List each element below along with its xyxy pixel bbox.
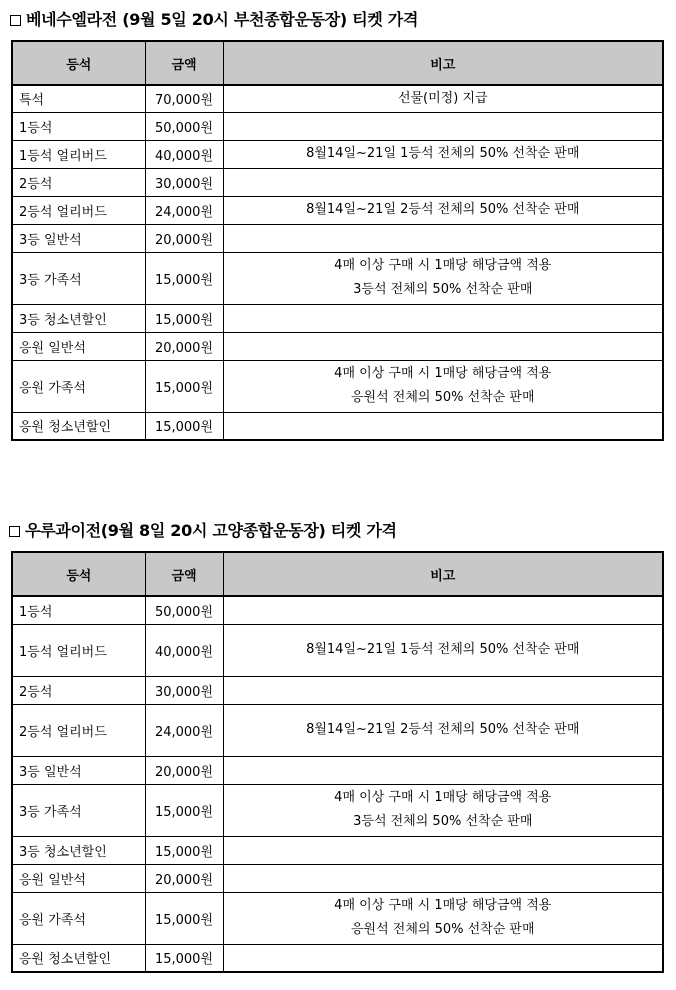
note-cell [223, 944, 663, 972]
price-cell: 15,000원 [145, 784, 223, 836]
header-price: 금액 [145, 41, 223, 85]
note-cell [223, 756, 663, 784]
note-cell [223, 168, 663, 196]
price-cell: 15,000원 [145, 252, 223, 304]
price-cell: 15,000원 [145, 892, 223, 944]
seat-cell: 3등 일반석 [12, 756, 145, 784]
price-cell: 40,000원 [145, 140, 223, 168]
note-cell [223, 596, 663, 624]
note-line: 3등석 전체의 50% 선착순 판매 [353, 282, 533, 297]
price-cell: 24,000원 [145, 196, 223, 224]
price-cell: 30,000원 [145, 676, 223, 704]
seat-cell: 2등석 얼리버드 [12, 196, 145, 224]
header-note: 비고 [223, 41, 663, 85]
note-cell [223, 892, 663, 944]
note-cell [223, 112, 663, 140]
table-row [12, 332, 663, 360]
checkbox-square-icon [10, 15, 21, 26]
note-cell [223, 864, 663, 892]
note-cell [223, 140, 663, 168]
note-cell [223, 332, 663, 360]
note-line: 3등석 전체의 50% 선착순 판매 [353, 814, 533, 829]
price-cell: 15,000원 [145, 944, 223, 972]
note-cell [223, 784, 663, 836]
table-row [12, 224, 663, 252]
seat-cell: 1등석 얼리버드 [12, 624, 145, 676]
price-cell: 20,000원 [145, 756, 223, 784]
note-cell [223, 304, 663, 332]
price-table [11, 551, 664, 973]
price-cell: 50,000원 [145, 112, 223, 140]
seat-cell: 3등 청소년할인 [12, 836, 145, 864]
seat-cell: 응원 가족석 [12, 360, 145, 412]
price-cell: 15,000원 [145, 836, 223, 864]
price-cell: 40,000원 [145, 624, 223, 676]
table-row [12, 784, 663, 836]
seat-cell: 3등 가족석 [12, 252, 145, 304]
seat-cell: 3등 일반석 [12, 224, 145, 252]
price-cell: 15,000원 [145, 360, 223, 412]
price-cell: 70,000원 [145, 85, 223, 112]
note-cell [223, 836, 663, 864]
seat-cell: 응원 청소년할인 [12, 412, 145, 440]
table-row [12, 360, 663, 412]
section-title: 베네수엘라전 (9월 5일 20시 부천종합운동장) 티켓 가격 [26, 10, 419, 29]
price-cell: 20,000원 [145, 332, 223, 360]
price-cell: 50,000원 [145, 596, 223, 624]
note-line: 4매 이상 구매 시 1매당 해당금액 적용 [334, 258, 552, 273]
note-line: 8월14일~21일 2등석 전체의 50% 선착순 판매 [306, 202, 580, 217]
note-cell [223, 624, 663, 676]
price-cell: 24,000원 [145, 704, 223, 756]
note-cell [223, 676, 663, 704]
seat-cell: 3등 가족석 [12, 784, 145, 836]
note-line: 응원석 전체의 50% 선착순 판매 [350, 922, 535, 937]
seat-cell: 특석 [12, 85, 145, 112]
note-line: 응원석 전체의 50% 선착순 판매 [350, 390, 535, 405]
table-row [12, 864, 663, 892]
table-row [12, 624, 663, 676]
seat-cell: 응원 청소년할인 [12, 944, 145, 972]
seat-cell: 2등석 [12, 676, 145, 704]
table-row [12, 892, 663, 944]
section-title: 우루과이전(9월 8일 20시 고양종합운동장) 티켓 가격 [25, 521, 397, 540]
price-cell: 15,000원 [145, 304, 223, 332]
table-row [12, 85, 663, 112]
section-heading [9, 518, 397, 541]
header-note: 비고 [223, 552, 663, 596]
note-line: 4매 이상 구매 시 1매당 해당금액 적용 [334, 366, 552, 381]
note-line: 4매 이상 구매 시 1매당 해당금액 적용 [334, 790, 552, 805]
seat-cell: 2등석 얼리버드 [12, 704, 145, 756]
price-cell: 30,000원 [145, 168, 223, 196]
price-table [11, 40, 664, 441]
header-seat: 등석 [12, 41, 145, 85]
seat-cell: 응원 일반석 [12, 332, 145, 360]
table-body [12, 85, 663, 440]
table-row [12, 412, 663, 440]
section-heading [10, 7, 418, 30]
note-cell [223, 252, 663, 304]
header-seat: 등석 [12, 552, 145, 596]
table-row [12, 836, 663, 864]
table-row [12, 676, 663, 704]
note-cell [223, 85, 663, 112]
price-cell: 20,000원 [145, 224, 223, 252]
table-row [12, 196, 663, 224]
note-line: 선물(미정) 지급 [397, 90, 488, 106]
header-price: 금액 [145, 552, 223, 596]
note-line: 8월14일~21일 2등석 전체의 50% 선착순 판매 [306, 722, 580, 737]
seat-cell: 응원 일반석 [12, 864, 145, 892]
note-cell [223, 196, 663, 224]
table-row [12, 704, 663, 756]
seat-cell: 1등석 [12, 596, 145, 624]
note-cell [223, 412, 663, 440]
table-body [12, 596, 663, 972]
price-cell: 20,000원 [145, 864, 223, 892]
note-line: 8월14일~21일 1등석 전체의 50% 선착순 판매 [306, 146, 580, 161]
seat-cell: 응원 가족석 [12, 892, 145, 944]
table-row [12, 304, 663, 332]
table-row [12, 252, 663, 304]
note-line: 4매 이상 구매 시 1매당 해당금액 적용 [334, 898, 552, 913]
seat-cell: 3등 청소년할인 [12, 304, 145, 332]
seat-cell: 1등석 얼리버드 [12, 140, 145, 168]
note-line: 8월14일~21일 1등석 전체의 50% 선착순 판매 [306, 642, 580, 657]
note-cell [223, 704, 663, 756]
table-row [12, 944, 663, 972]
table-row [12, 168, 663, 196]
checkbox-square-icon [9, 526, 20, 537]
table-row [12, 112, 663, 140]
table-header-row [12, 41, 663, 85]
table-header-row [12, 552, 663, 596]
seat-cell: 1등석 [12, 112, 145, 140]
note-cell [223, 224, 663, 252]
note-cell [223, 360, 663, 412]
table-row [12, 596, 663, 624]
table-row [12, 756, 663, 784]
seat-cell: 2등석 [12, 168, 145, 196]
table-row [12, 140, 663, 168]
price-cell: 15,000원 [145, 412, 223, 440]
